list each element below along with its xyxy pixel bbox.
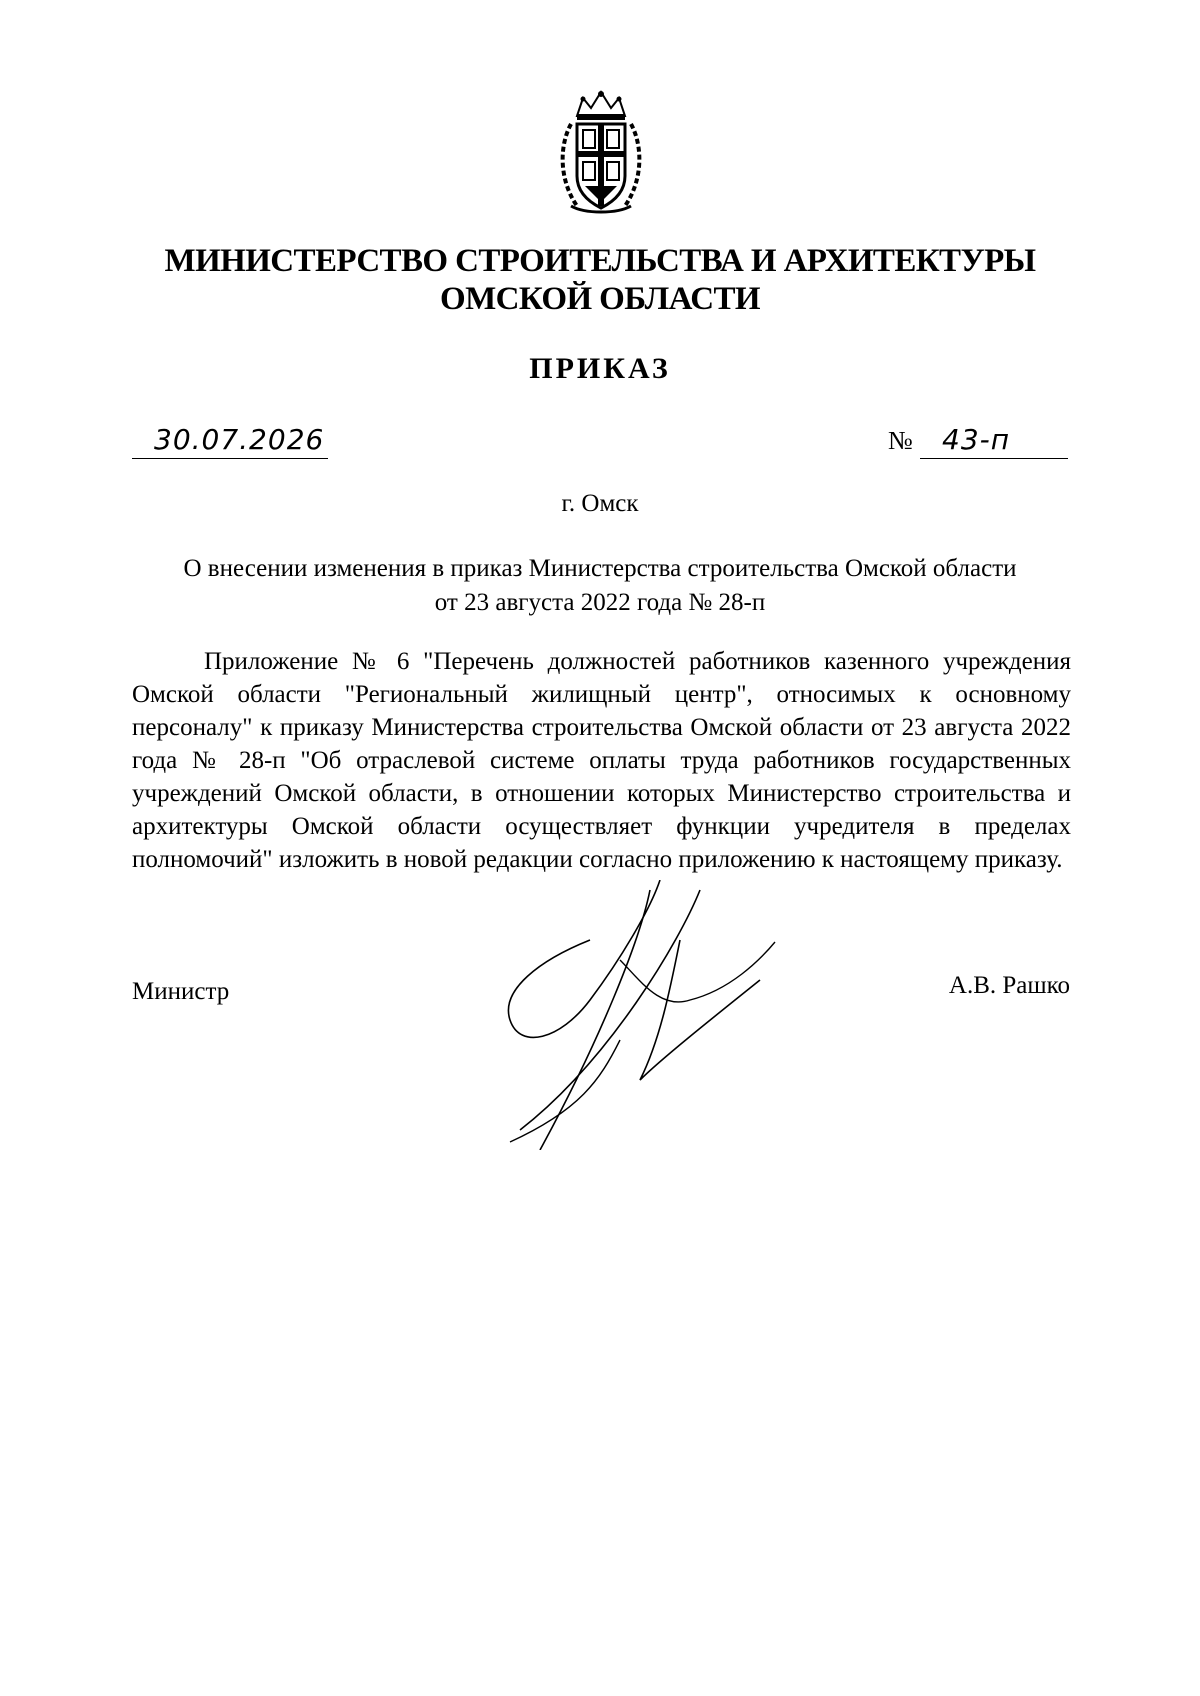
number-field bbox=[920, 418, 1068, 459]
order-subject-line2: от 23 августа 2022 года № 28-п bbox=[434, 589, 766, 616]
ministry-name-line2: ОМСКОЙ ОБЛАСТИ bbox=[440, 281, 760, 317]
order-body-paragraph: Приложение № 6 "Перечень должностей работников казенного учреждения Омской области "Региональный жилищный центр", относимых к основному персоналу" к приказу Министерства строительства Омской области от 23 августа 2022 года № 28-п "Об отраслевой системе оплаты труда работников государственных учреждений Омской области, в отношении которых Министерство строительства и архитектуры Омской области осуществляет функции учредителя в пределах полномочий" изложить в новой редакции согласно приложению к настоящему приказу. bbox=[132, 648, 1071, 873]
handwritten-signature-icon bbox=[500, 880, 830, 1150]
ministry-name bbox=[0, 242, 1200, 318]
order-subject-line1: О внесении изменения в приказ Министерства строительства Омской области bbox=[183, 555, 1017, 582]
omsk-oblast-coat-of-arms-icon bbox=[555, 88, 647, 216]
order-number: 43-п bbox=[942, 423, 1011, 456]
date-field bbox=[132, 418, 328, 459]
signatory-role: Министр bbox=[132, 978, 230, 1005]
order-subject bbox=[130, 552, 1070, 620]
number-label: № bbox=[888, 426, 913, 455]
order-date: 30.07.2026 bbox=[154, 423, 325, 456]
document-type: ПРИКАЗ bbox=[529, 352, 671, 385]
city: г. Омск bbox=[561, 490, 639, 517]
signatory-name: А.В. Рашко bbox=[948, 972, 1070, 999]
ministry-name-line1: МИНИСТЕРСТВО СТРОИТЕЛЬСТВА И АРХИТЕКТУРЫ bbox=[164, 243, 1036, 279]
